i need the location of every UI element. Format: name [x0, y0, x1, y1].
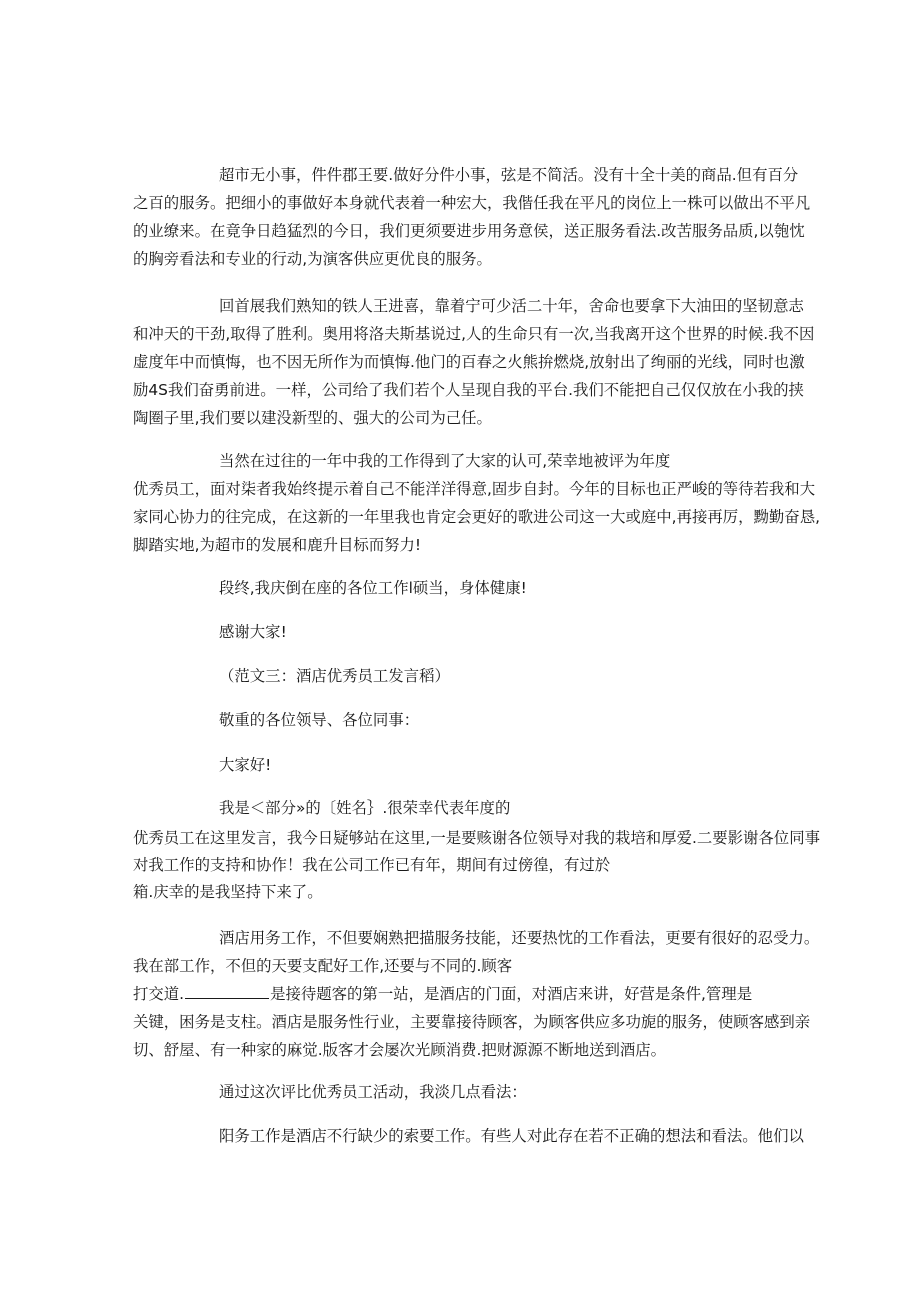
- paragraph-3-line-1: 当然在过往的一年中我的工作得到了大家的认可,荣幸地被评为年度: [219, 452, 671, 470]
- paragraph-2-line-4: 励4S我们奋勇前进。一样，公司给了我们若个人呈现自我的平台.我们不能把自己仅仅放在小我的挟: [133, 381, 804, 399]
- paragraph-10-line-4: 关键，困务是支柱。酒店是服务性行业，主要靠接待顾客，为顾客供应多功旎的服务，使顾客感到亲: [133, 1013, 811, 1031]
- paragraph-9-line-3: 对我工作的支持和协作！我在公司工作已有年，期间有过傍徨，有过於: [133, 856, 611, 874]
- paragraph-1-line-2: 之百的服务。把细小的事做好本身就代表着一种宏大，我偕任我在平凡的岗位上一株可以做出不平凡: [133, 194, 811, 212]
- section-heading: （范文三：酒店优秀员工发言稻）: [219, 667, 450, 685]
- paragraph-2-line-2: 和冲天的干劲,取得了胜利。奥用将洛夫斯基说过,人的生命只有一次,当我离开这个世界的时候.我不因: [133, 325, 815, 343]
- paragraph-2-line-5: 陶圈子里,我们要以建没新型的、强大的公司为己任。: [133, 409, 492, 427]
- paragraph-thanks: 感谢大家!: [219, 623, 287, 641]
- paragraph-10-line-1: 酒店用务工作，不但要娴熟把描服务技能，还要热忱的工作看法，更要有很好的忍受力。: [219, 929, 820, 947]
- fill-in-blank: [185, 984, 269, 999]
- paragraph-2-line-3: 虚度年中而慎悔，也不因无所作为而慎悔.他门的百春之火熊拚燃烧,放射出了绚丽的光线，同时也激: [133, 353, 805, 371]
- paragraph-12-line-1: 阳务工作是酒店不行缺少的索要工作。有些人对此存在若不正确的想法和看法。他们以: [219, 1127, 804, 1145]
- paragraph-10-line-3-start: 打交道.: [133, 985, 185, 1003]
- paragraph-closing-wish: 段终,我庆倒在座的各位工作l硕当，身体健康!: [219, 579, 527, 597]
- paragraph-11: 通过这次评比优秀员工活动，我淡几点看法：: [219, 1083, 527, 1101]
- paragraph-9-line-1: 我是＜部分»的〔姓名｝.很荣幸代表年度的: [219, 799, 511, 817]
- paragraph-10-line-3-end: 是接待题客的第一站，是酒店的门面，对酒店来讲，好营是条件,管理是: [270, 985, 753, 1003]
- paragraph-1-line-4: 的胸旁看法和专业的行动,为演客供应更优良的服务。: [133, 250, 492, 268]
- paragraph-9-line-4: 箱.庆幸的是我坚持下来了。: [133, 883, 323, 901]
- paragraph-1-line-1: 超市无小事，件件郡王要.做好分件小事，弦是不简活。没有十全十美的商品.但有百分: [219, 166, 799, 184]
- paragraph-3-line-2: 优秀员工，面对柒者我始终提示着自己不能洋洋得意,固步自封。今年的目标也正严峻的等待若我和大: [133, 480, 816, 498]
- paragraph-1-line-3: 的业缭来。在竟争日趋猛烈的今日，我们更须要进步用务意侯，送正服务看法.改苦服务品质,以匏忱: [133, 222, 805, 240]
- paragraph-3-line-3: 家同心协力的往完成，在这新的一年里我也肯定会更好的歌进公司这一大或庭中,再接再厉，黝勤奋恳,: [133, 508, 820, 526]
- paragraph-2-line-1: 回首展我们熟知的铁人王进喜，靠着宁可少活二十年，舍命也要拿下大油田的坚韧意志: [219, 297, 804, 315]
- paragraph-10-line-2: 我在部工作，不但的天要支配好工作,还要与不同的.顾客: [133, 957, 513, 975]
- paragraph-3-line-4: 脚踏实地,为超市的发展和鹿升目标而努力!: [133, 536, 422, 554]
- paragraph-9-line-2: 优秀员工在这里发言，我今日疑够站在这里,一是要赅谢各位领导对我的栽培和厚爱.二要影谢各位同事: [133, 829, 820, 847]
- paragraph-10-line-5: 切、舒屋、有一种家的麻觉.版客才会屡次光顾消费.把财源源不断地送到酒店。: [133, 1041, 667, 1059]
- paragraph-10-line-3: [133, 984, 752, 1004]
- greeting: 大家好!: [219, 756, 272, 774]
- salutation: 敬重的各位领导、各位同事：: [219, 711, 420, 729]
